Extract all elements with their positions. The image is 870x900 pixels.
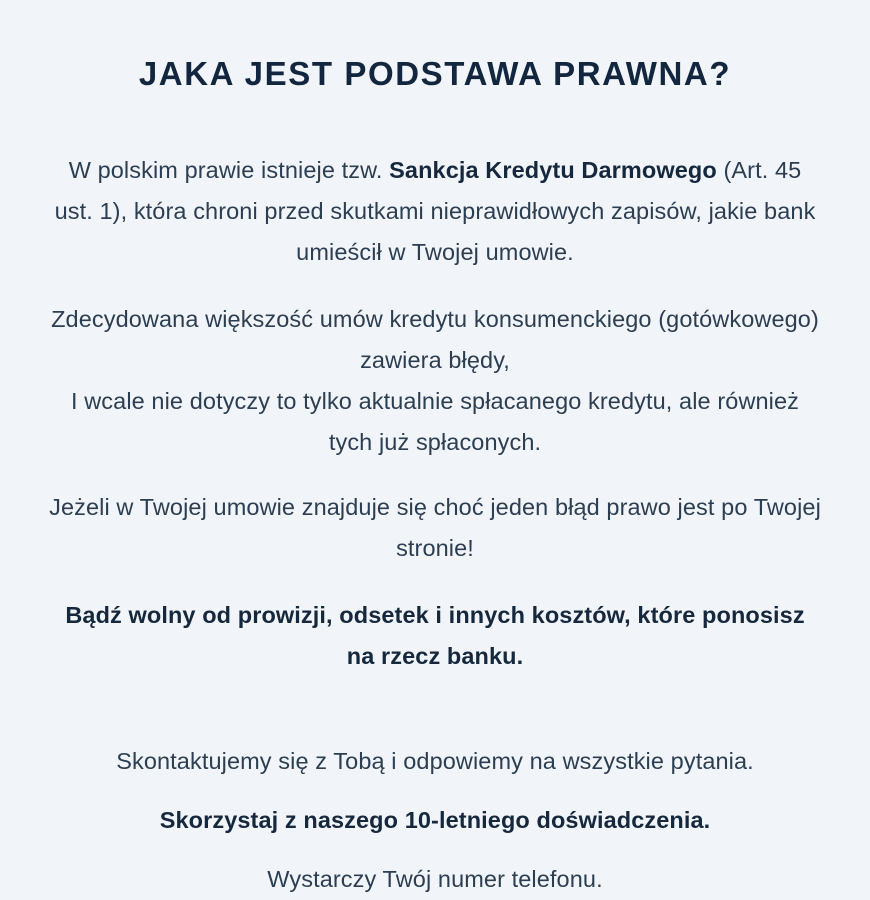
paragraph-legal-basis-rest: (Art. 45 ust. 1), która chroni przed skutkami nieprawidłowych zapisów, jakie bank umieścił w Twojej umowie. xyxy=(54,157,816,265)
spacer-closing-2 xyxy=(49,841,821,859)
paragraph-legal-basis-lead: W polskim prawie istnieje tzw. xyxy=(68,157,390,183)
spacer-p2-p3 xyxy=(49,463,821,487)
paragraph-call-to-freedom: Bądź wolny od prowizji, odsetek i innych kosztów, które ponosisz na rzecz banku. xyxy=(65,602,805,669)
spacer-closing-1 xyxy=(49,782,821,800)
paragraph-legal-basis-emphasis: Sankcja Kredytu Darmowego xyxy=(389,157,717,183)
paragraph-contract-errors-line2: I wcale nie dotyczy to tylko aktualnie spłacanego kredytu, ale również tych już spłaconych. xyxy=(70,388,800,455)
closing-line-experience: Skorzystaj z naszego 10-letniego doświadczenia. xyxy=(159,807,711,833)
spacer-p4-closing xyxy=(49,677,821,741)
body-block xyxy=(49,150,821,900)
page-title: JAKA JEST PODSTAWA PRAWNA? xyxy=(138,55,732,92)
spacer-p3-p4 xyxy=(49,569,821,595)
spacer-p1-p2 xyxy=(49,273,821,299)
spacer-title xyxy=(0,96,870,150)
closing-line-phone: Wystarczy Twój numer telefonu. xyxy=(267,866,603,892)
paragraph-your-rights: Jeżeli w Twojej umowie znajduje się choć jeden błąd prawo jest po Twojej stronie! xyxy=(49,494,821,561)
content-area xyxy=(35,150,835,900)
closing-line-contact: Skontaktujemy się z Tobą i odpowiemy na wszystkie pytania. xyxy=(116,748,754,774)
paragraph-contract-errors-line1: Zdecydowana większość umów kredytu konsumenckiego (gotówkowego) zawiera błędy, xyxy=(51,306,819,373)
paragraph-contract-errors xyxy=(49,299,821,463)
paragraph-legal-basis xyxy=(49,150,821,273)
